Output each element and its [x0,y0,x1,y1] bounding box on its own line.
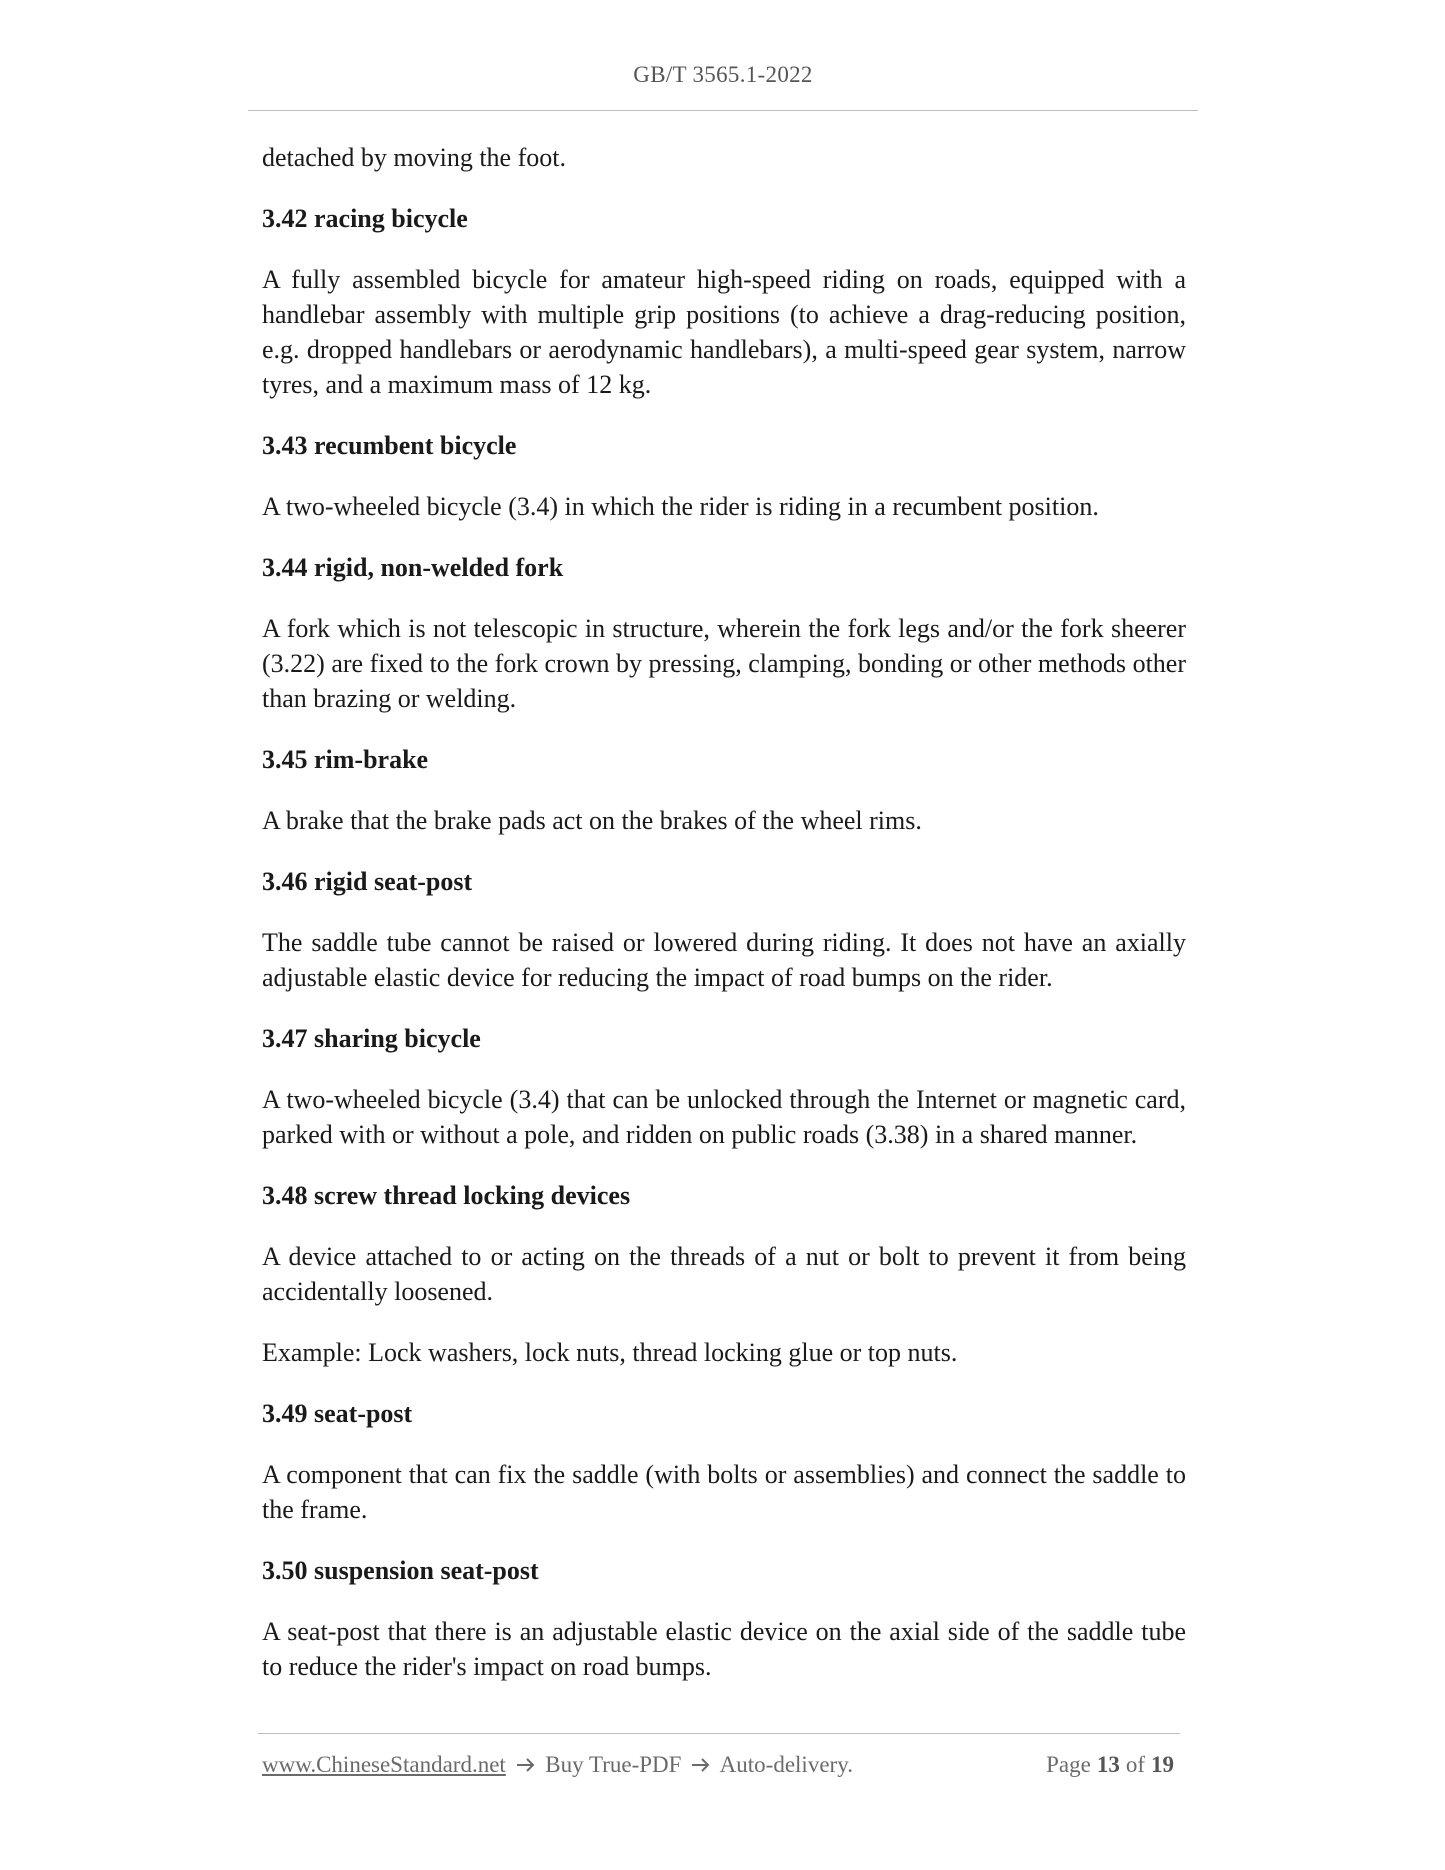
paragraph: A fork which is not telescopic in structure, wherein the fork legs and/or the fork sheerer (3.22) are fixed to the fork crown by pressing, clamping, bonding or other methods other than brazing or welding. [262,614,1186,713]
document-body [262,140,1186,1710]
page-header-title: GB/T 3565.1-2022 [633,62,813,87]
term-heading: 3.46 rigid seat-post [262,867,473,896]
buy-pdf-text: Buy True-PDF [545,1752,682,1777]
page-of-label: of [1125,1752,1145,1777]
paragraph: The saddle tube cannot be raised or lowered during riding. It does not have an axially adjustable elastic device for reducing the impact of road bumps on the rider. [262,928,1186,992]
footer-divider [258,1733,1180,1734]
paragraph: A two-wheeled bicycle (3.4) in which the rider is riding in a recumbent position. [262,492,1099,521]
term-heading: 3.48 screw thread locking devices [262,1181,631,1210]
term-heading: 3.50 suspension seat-post [262,1556,539,1585]
arrow-right-icon [691,1757,711,1773]
term-heading: 3.44 rigid, non-welded fork [262,553,564,582]
paragraph: detached by moving the foot. [262,143,566,172]
paragraph: A device attached to or acting on the threads of a nut or bolt to prevent it from being accidentally loosened. [262,1242,1186,1306]
page-current: 13 [1096,1752,1120,1777]
term-heading: 3.49 seat-post [262,1399,413,1428]
page-footer [262,1752,1180,1778]
term-heading: 3.43 recumbent bicycle [262,431,517,460]
term-heading: 3.42 racing bicycle [262,204,468,233]
paragraph: A two-wheeled bicycle (3.4) that can be unlocked through the Internet or magnetic card, parked with or without a pole, and ridden on public roads (3.38) in a shared manner. [262,1085,1186,1149]
arrow-right-icon [516,1757,536,1773]
paragraph: A brake that the brake pads act on the brakes of the wheel rims. [262,806,922,835]
paragraph: A fully assembled bicycle for amateur high-speed riding on roads, equipped with a handlebar assembly with multiple grip positions (to achieve a drag-reducing position, e.g. dropped handlebars or aerodynamic handlebars), a multi-speed gear system, narrow tyres, and a maximum mass of 12 kg. [262,265,1186,399]
term-heading: 3.45 rim-brake [262,745,429,774]
term-heading: 3.47 sharing bicycle [262,1024,481,1053]
footer-left [262,1752,853,1778]
paragraph: A seat-post that there is an adjustable elastic device on the axial side of the saddle tube to reduce the rider's impact on road bumps. [262,1617,1186,1681]
paragraph: A component that can fix the saddle (with bolts or assemblies) and connect the saddle to the frame. [262,1460,1186,1524]
page-label: Page [1046,1752,1091,1777]
auto-delivery-text: Auto-delivery. [719,1752,853,1777]
page-total: 19 [1151,1752,1174,1777]
page-number [1046,1752,1180,1778]
paragraph: Example: Lock washers, lock nuts, thread locking glue or top nuts. [262,1338,958,1367]
site-link[interactable]: www.ChineseStandard.net [262,1752,506,1777]
header-divider [248,110,1198,111]
